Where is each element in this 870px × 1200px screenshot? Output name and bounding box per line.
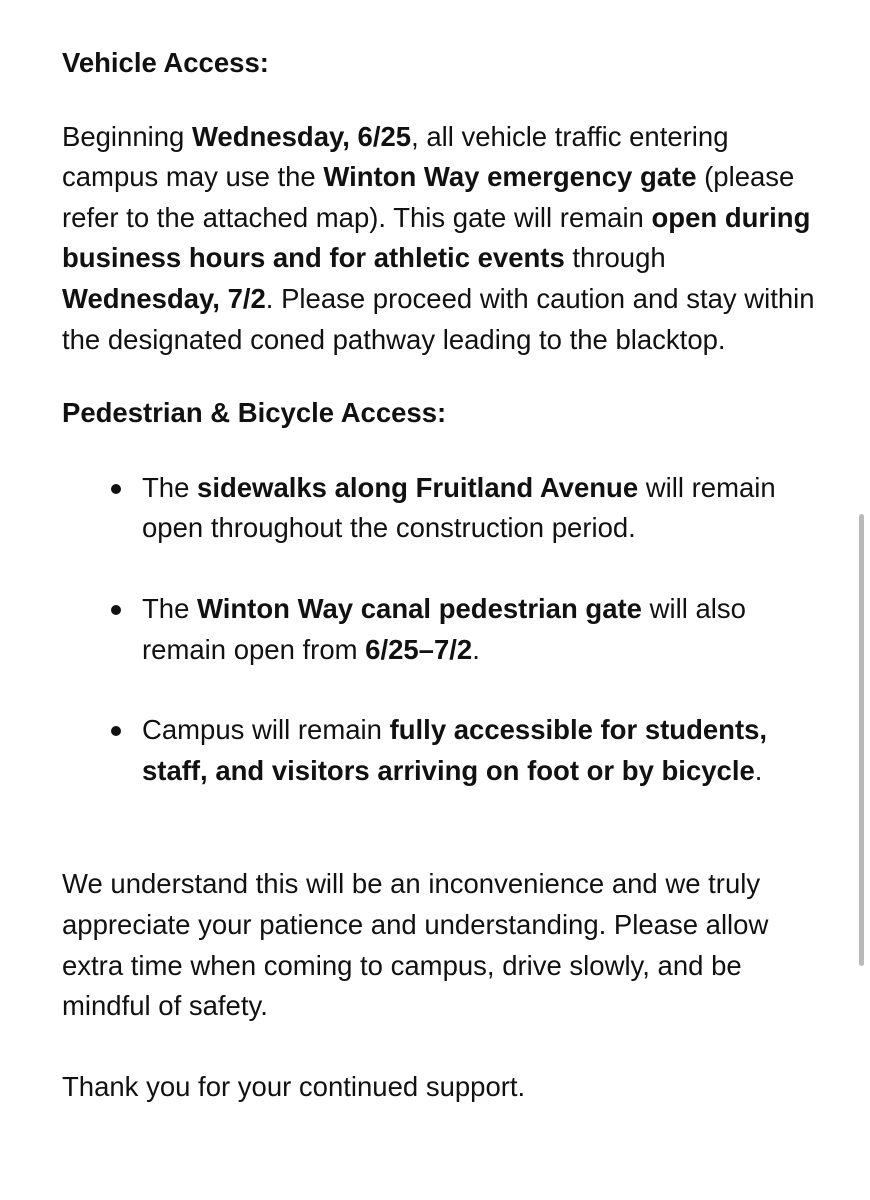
text-segment: The	[142, 471, 198, 503]
bullet-icon	[111, 726, 121, 736]
bullet-icon	[111, 605, 121, 615]
text-segment: (please refer to the attached map). This gate will remain	[62, 161, 795, 233]
text-segment: The	[142, 592, 198, 624]
vehicle-access-heading: Vehicle Access:	[62, 47, 269, 78]
bold-sidewalks: sidewalks along Fruitland Avenue	[197, 471, 639, 503]
bold-gate-name: Winton Way emergency gate	[323, 161, 697, 193]
text-segment: through	[564, 242, 666, 274]
text-segment: Campus will remain	[142, 714, 390, 746]
text-segment: Beginning	[62, 120, 192, 152]
bold-canal-gate: Winton Way canal pedestrian gate	[197, 592, 642, 624]
list-item	[62, 468, 822, 549]
text-segment: .	[472, 633, 480, 665]
text-segment: , all vehicle traffic entering campus may use the	[62, 120, 729, 193]
vehicle-access-paragraph	[62, 117, 822, 361]
bold-date-start: Wednesday, 6/25	[191, 120, 412, 152]
list-item	[62, 589, 822, 670]
notice-document	[62, 43, 822, 1107]
bold-accessibility: fully accessible for students, staff, and visitors arriving on foot or by bicycle	[142, 714, 768, 786]
bold-date-end: Wednesday, 7/2	[62, 282, 266, 314]
vertical-scrollbar[interactable]	[859, 514, 864, 966]
text-segment: .	[754, 754, 763, 786]
list-item	[62, 710, 822, 791]
bullet-icon	[111, 484, 121, 494]
pedestrian-bicycle-heading: Pedestrian & Bicycle Access:	[62, 397, 447, 429]
bold-open-hours: open during business hours and for athletic events	[62, 201, 811, 274]
bold-date-range: 6/25–7/2	[365, 633, 473, 665]
thank-you-line: Thank you for your continued support.	[62, 1070, 526, 1102]
text-segment: will also remain open from	[142, 592, 746, 665]
text-segment: will remain open throughout the construction period.	[142, 471, 776, 544]
text-segment: . Please proceed with caution and stay within the designated coned pathway leading to the blacktop.	[62, 282, 815, 355]
access-bullet-list	[62, 468, 822, 792]
closing-paragraph: We understand this will be an inconvenience and we truly appreciate your patience and understanding. Please allow extra time when coming to campus, drive slowly, and be mindful of safety.	[62, 868, 769, 1022]
